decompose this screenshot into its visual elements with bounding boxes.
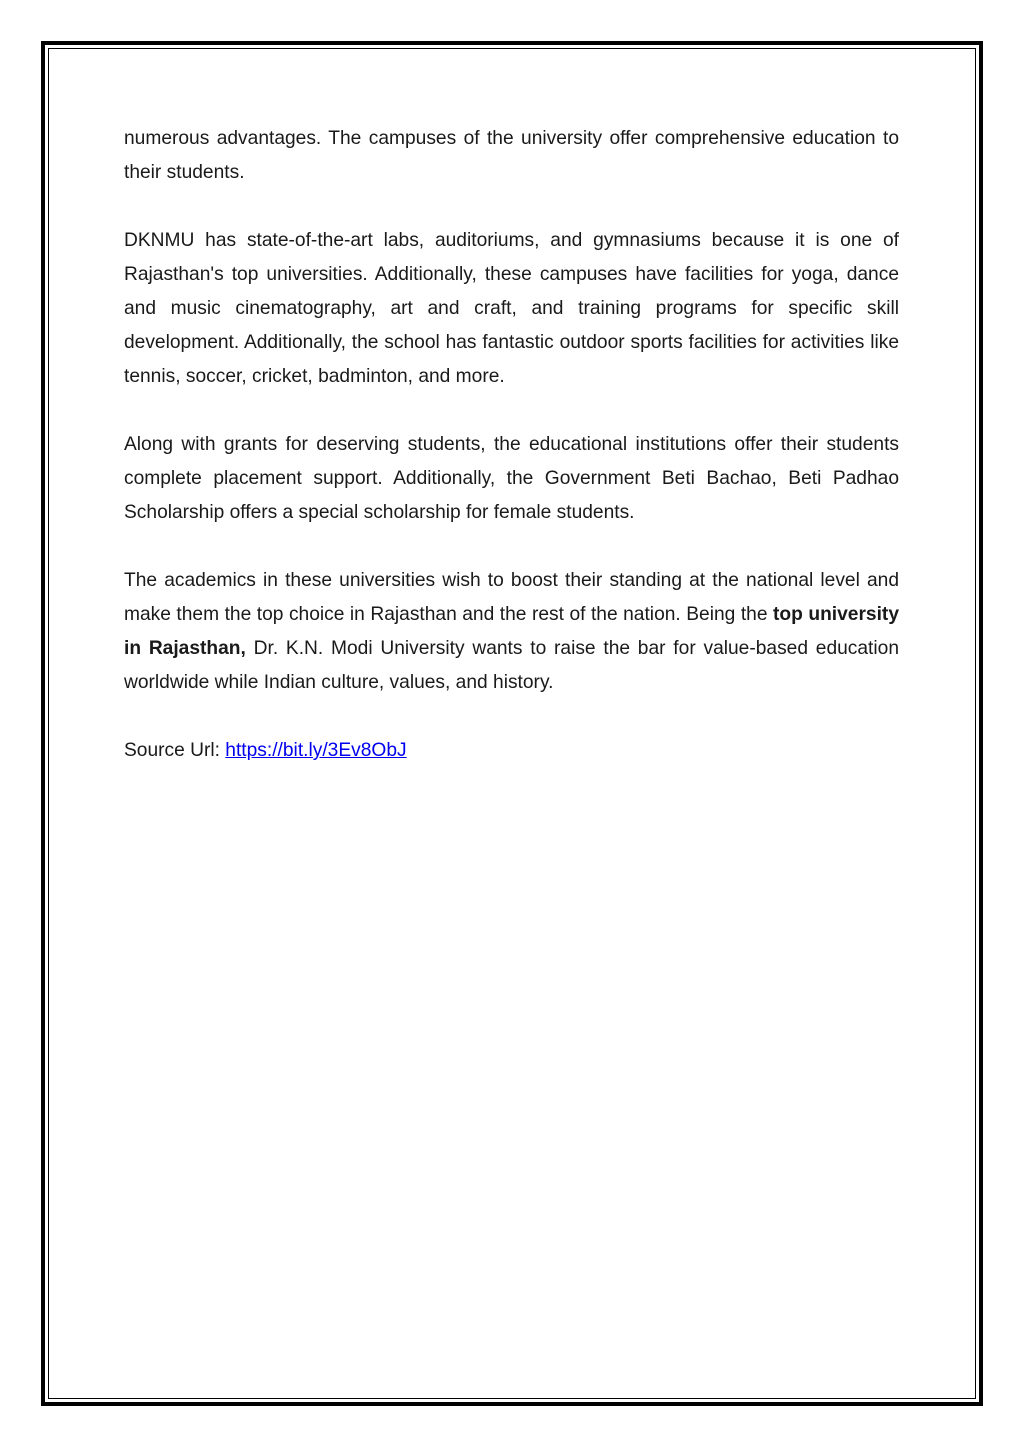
- source-line: [124, 734, 899, 768]
- source-label: Source Url:: [124, 740, 226, 761]
- paragraph-2: DKNMU has state-of-the-art labs, auditoriums, and gymnasiums because it is one of Rajasthan's top universities. Additionally, these campuses have facilities for yoga, dance and music cinematography, art and craft, and training programs for specific skill development. Additionally, the school has fantastic outdoor sports facilities for activities like tennis, soccer, cricket, badminton, and more.: [124, 230, 899, 387]
- source-link[interactable]: https://bit.ly/3Ev8ObJ: [225, 740, 407, 761]
- paragraph-4-text-end: Dr. K.N. Modi University wants to raise the bar for value-based education worldwide while Indian culture, values, and history.: [124, 638, 899, 693]
- paragraph-4-text-start: The academics in these universities wish to boost their standing at the national level and make them the top choice in Rajasthan and the rest of the nation. Being the: [124, 570, 899, 625]
- paragraph-4: [124, 564, 899, 700]
- paragraph-1: numerous advantages. The campuses of the university offer comprehensive education to their students.: [124, 128, 899, 183]
- document-body: [124, 122, 899, 802]
- bold-keyword: top university in Rajasthan,: [124, 604, 899, 659]
- paragraph-3: Along with grants for deserving students, the educational institutions offer their students complete placement support. Additionally, the Government Beti Bachao, Beti Padhao Scholarship offers a special scholarship for female students.: [124, 434, 899, 523]
